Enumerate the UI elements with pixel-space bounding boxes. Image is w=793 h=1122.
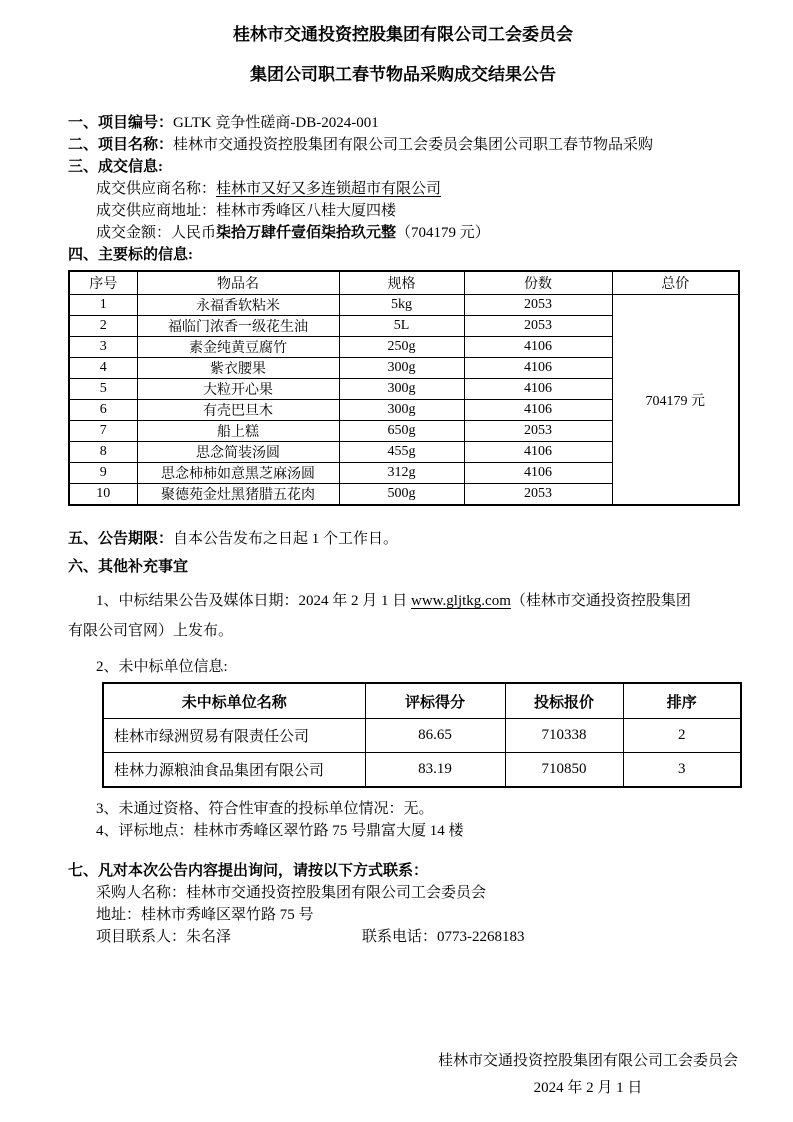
item-index: 3 — [69, 337, 137, 358]
item-qty: 4106 — [464, 337, 612, 358]
section-2-project-name — [68, 134, 738, 156]
bidder-rank: 3 — [623, 753, 741, 788]
project-number-value: GLTK 竞争性磋商-DB-2024-001 — [173, 115, 379, 131]
item-name: 思念柿柿如意黑芝麻汤圆 — [137, 463, 339, 484]
section-6-item-3: 3、未通过资格、符合性审查的投标单位情况：无。 — [96, 801, 434, 817]
item-spec: 300g — [339, 358, 464, 379]
notice-period-value: 自本公告发布之日起 1 个工作日。 — [173, 531, 399, 547]
section-6-item-2: 2、未中标单位信息: — [96, 659, 228, 675]
section-5-label: 五、公告期限： — [68, 531, 174, 547]
contact-line — [68, 926, 738, 948]
document-title-line2: 集团公司职工春节物品采购成交结果公告 — [250, 65, 556, 84]
contact-phone-value: 0773-2268183 — [437, 929, 525, 945]
item-name: 思念简装汤圆 — [137, 442, 339, 463]
item-spec: 250g — [339, 337, 464, 358]
project-name-value: 桂林市交通投资控股集团有限公司工会委员会集团公司职工春节物品采购 — [173, 137, 654, 153]
item-qty: 2053 — [464, 295, 612, 316]
contact-person-value: 朱名泽 — [186, 929, 232, 945]
item-name: 永福香软粘米 — [137, 295, 339, 316]
item-spec: 5L — [339, 316, 464, 337]
losing-col-name: 未中标单位名称 — [103, 683, 365, 719]
table-row — [103, 719, 741, 753]
section-1-project-number — [68, 112, 738, 134]
item-name: 素金纯黄豆腐竹 — [137, 337, 339, 358]
item-spec: 650g — [339, 421, 464, 442]
section-3-label: 三、成交信息: — [68, 159, 163, 175]
item-spec: 300g — [339, 379, 464, 400]
item-spec: 500g — [339, 484, 464, 506]
item-spec: 300g — [339, 400, 464, 421]
item-qty: 4106 — [464, 442, 612, 463]
table-row — [103, 753, 741, 788]
items-table-header-row — [69, 271, 739, 295]
item-qty: 4106 — [464, 358, 612, 379]
signature-org: 桂林市交通投资控股集团有限公司工会委员会 — [437, 1053, 738, 1069]
table-row — [69, 295, 739, 316]
item-index: 10 — [69, 484, 137, 506]
section-6-label: 六、其他补充事宜 — [68, 559, 189, 575]
item-name: 紫衣腰果 — [137, 358, 339, 379]
bidder-name: 桂林力源粮油食品集团有限公司 — [103, 753, 365, 788]
item-index: 2 — [69, 316, 137, 337]
contact-person-label: 项目联系人： — [96, 929, 187, 945]
item-spec: 5kg — [339, 295, 464, 316]
supplier-name-line — [68, 178, 738, 200]
signature-date: 2024 年 2 月 1 日 — [533, 1080, 643, 1096]
bidder-score: 86.65 — [365, 719, 505, 753]
section-3-deal-info — [68, 156, 738, 178]
document-title-line1: 桂林市交通投资控股集团有限公司工会委员会 — [233, 25, 573, 44]
item-qty: 2053 — [464, 421, 612, 442]
publish-source-text-line2: 有限公司官网）上发布。 — [68, 623, 234, 639]
item-index: 7 — [69, 421, 137, 442]
items-col-index: 序号 — [69, 271, 137, 295]
section-6-item-1 — [68, 586, 738, 646]
deal-amount-line — [68, 222, 738, 244]
items-col-total: 总价 — [612, 271, 739, 295]
deal-amount-prefix: 人民币 — [171, 225, 217, 241]
losing-bidders-header-row — [103, 683, 741, 719]
section-4-heading — [68, 244, 738, 266]
item-qty: 4106 — [464, 463, 612, 484]
supplier-name-value: 桂林市又好又多连锁超市有限公司 — [216, 181, 442, 197]
losing-col-price: 投标报价 — [505, 683, 623, 719]
section-1-label: 一、项目编号： — [68, 115, 174, 131]
section-7-label: 七、凡对本次公告内容提出询问，请按以下方式联系： — [68, 863, 429, 879]
items-col-name: 物品名 — [137, 271, 339, 295]
section-7-heading — [68, 860, 738, 882]
contact-phone-label: 联系电话： — [362, 929, 438, 945]
supplier-address-label: 成交供应商地址： — [96, 203, 217, 219]
item-name: 船上糕 — [137, 421, 339, 442]
item-qty: 2053 — [464, 484, 612, 506]
bidder-score: 83.19 — [365, 753, 505, 788]
items-col-qty: 份数 — [464, 271, 612, 295]
item-spec: 312g — [339, 463, 464, 484]
supplier-address-value: 桂林市秀峰区八桂大厦四楼 — [216, 203, 397, 219]
section-2-label: 二、项目名称： — [68, 137, 174, 153]
item-index: 1 — [69, 295, 137, 316]
item-index: 9 — [69, 463, 137, 484]
losing-bidders-table — [102, 682, 742, 788]
items-total-price: 704179 元 — [612, 295, 739, 506]
publish-date-text: 1、中标结果公告及媒体日期：2024 年 2 月 1 日 — [96, 593, 412, 609]
supplier-address-line — [68, 200, 738, 222]
supplier-name-label: 成交供应商名称： — [96, 181, 217, 197]
losing-col-score: 评标得分 — [365, 683, 505, 719]
section-6-item-4: 4、评标地点：桂林市秀峰区翠竹路 75 号鼎富大厦 14 楼 — [96, 823, 464, 839]
items-table — [68, 270, 740, 506]
section-5-notice-period — [68, 528, 738, 550]
signature-block — [438, 1048, 738, 1102]
purchaser-value: 桂林市交通投资控股集团有限公司工会委员会 — [186, 885, 487, 901]
bidder-price: 710850 — [505, 753, 623, 788]
items-col-spec: 规格 — [339, 271, 464, 295]
purchaser-address-label: 地址： — [96, 907, 142, 923]
deal-amount-label: 成交金额： — [96, 225, 172, 241]
item-qty: 2053 — [464, 316, 612, 337]
bidder-name: 桂林市绿洲贸易有限责任公司 — [103, 719, 365, 753]
item-qty: 4106 — [464, 379, 612, 400]
purchaser-label: 采购人名称： — [96, 885, 187, 901]
item-index: 8 — [69, 442, 137, 463]
deal-amount-chinese: 柒拾万肆仟壹佰柒拾玖元整 — [216, 225, 397, 241]
item-name: 有壳巴旦木 — [137, 400, 339, 421]
section-4-label: 四、主要标的信息: — [68, 247, 193, 263]
item-spec: 455g — [339, 442, 464, 463]
purchaser-line — [68, 882, 738, 904]
item-name: 聚德苑金灶黑猪腊五花肉 — [137, 484, 339, 506]
publish-source-text: （桂林市交通投资控股集团 — [510, 593, 691, 609]
item-index: 6 — [69, 400, 137, 421]
bidder-rank: 2 — [623, 719, 741, 753]
deal-amount-numeric: （704179 元） — [396, 225, 490, 241]
item-index: 4 — [69, 358, 137, 379]
section-6-heading — [68, 556, 738, 578]
item-qty: 4106 — [464, 400, 612, 421]
item-name: 大粒开心果 — [137, 379, 339, 400]
item-name: 福临门浓香一级花生油 — [137, 316, 339, 337]
purchaser-address-value: 桂林市秀峰区翠竹路 75 号 — [141, 907, 314, 923]
purchaser-address-line — [68, 904, 738, 926]
losing-col-rank: 排序 — [623, 683, 741, 719]
item-index: 5 — [69, 379, 137, 400]
website-link[interactable]: www.gljtkg.com — [411, 593, 511, 609]
bidder-price: 710338 — [505, 719, 623, 753]
